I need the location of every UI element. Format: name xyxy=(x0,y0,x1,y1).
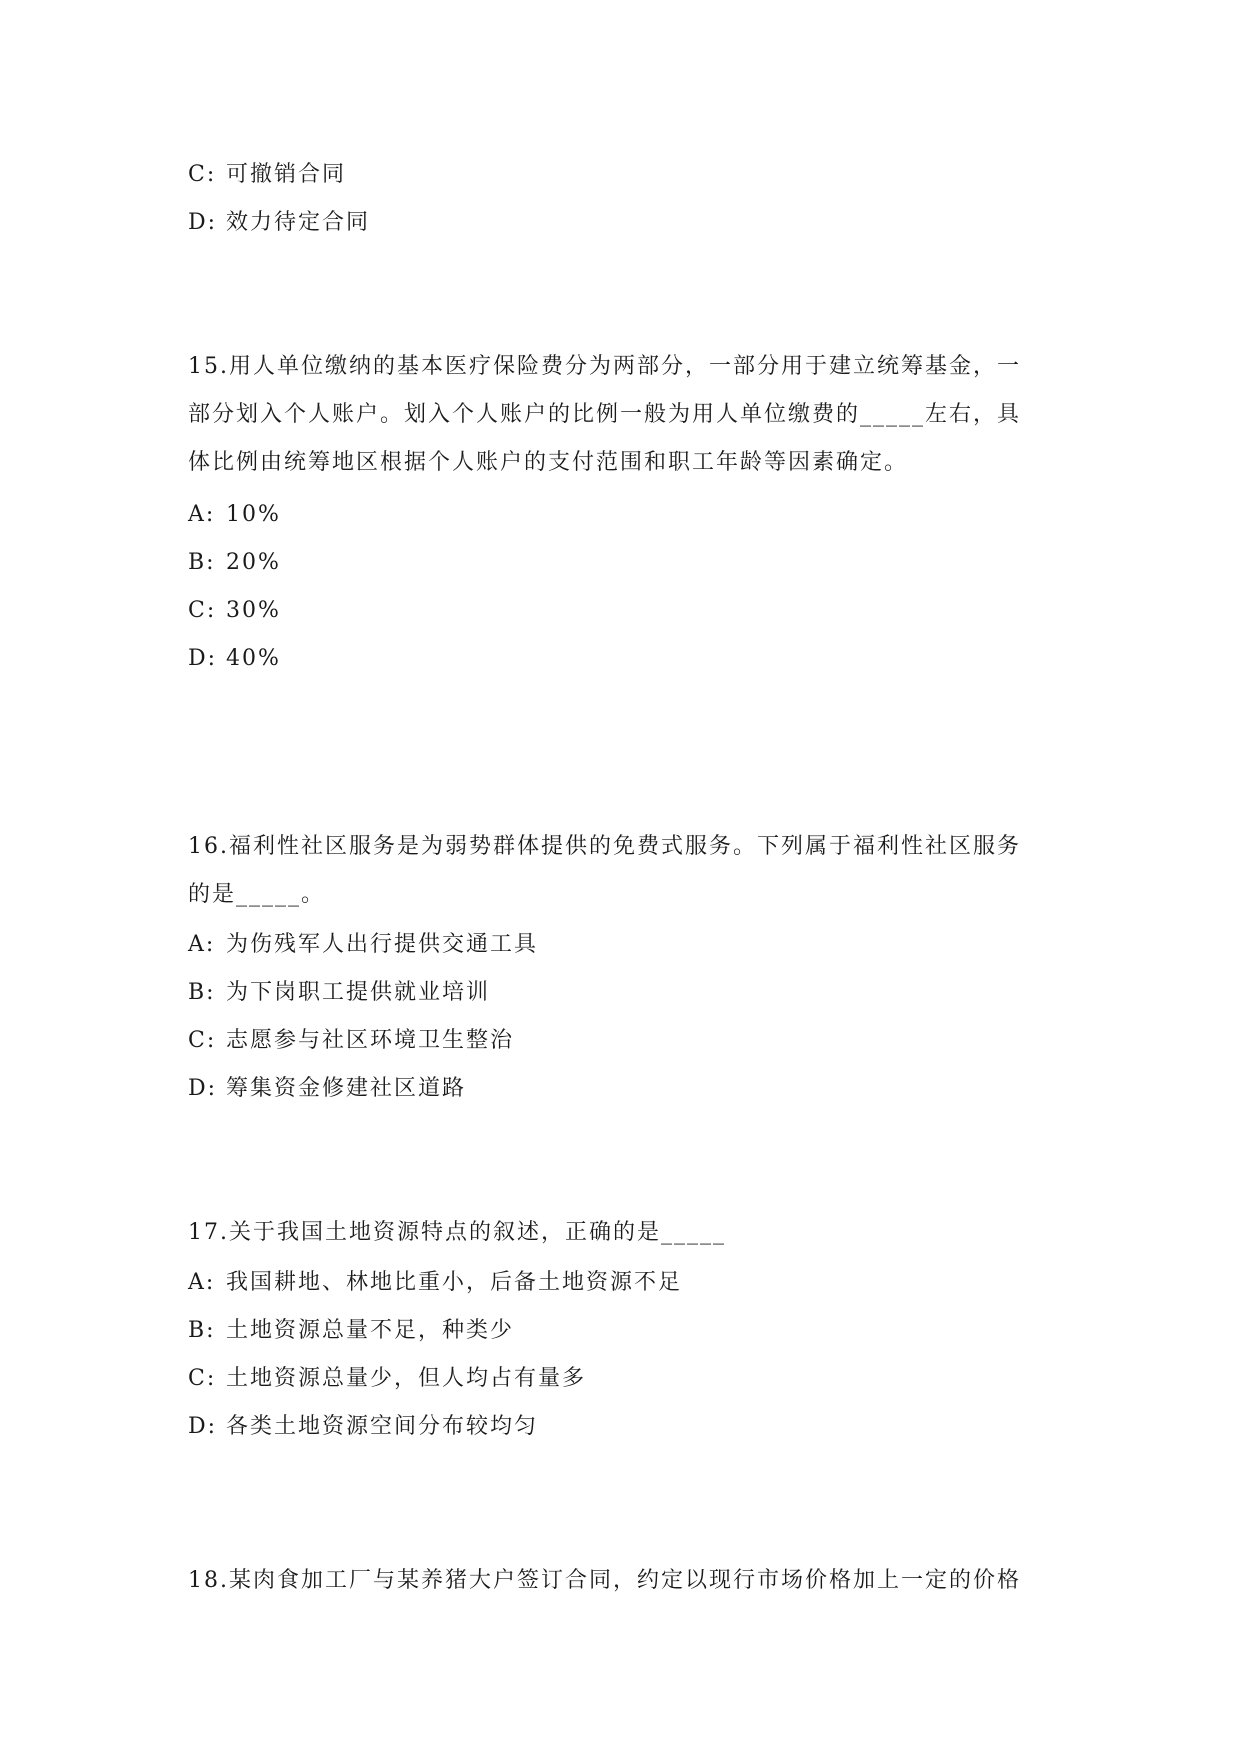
q16-option-d xyxy=(188,1074,466,1104)
q14-option-d xyxy=(188,208,370,238)
q14-option-c xyxy=(188,160,346,190)
q17-option-c xyxy=(188,1364,586,1394)
option-text: 效力待定合同 xyxy=(226,210,371,235)
q17-option-a xyxy=(188,1268,682,1298)
q15-stem-line-3: 体比例由统筹地区根据个人账户的支付范围和职工年龄等因素确定。 xyxy=(188,450,909,475)
q15-option-b xyxy=(188,548,281,578)
option-text: 为伤残军人出行提供交通工具 xyxy=(226,932,539,957)
option-text: 我国耕地、林地比重小，后备土地资源不足 xyxy=(226,1270,683,1295)
option-text: 土地资源总量少，但人均占有量多 xyxy=(226,1366,587,1391)
option-text: 筹集资金修建社区道路 xyxy=(226,1076,467,1101)
option-text: 40% xyxy=(226,646,281,671)
q15-option-c xyxy=(188,596,281,626)
q17-option-d xyxy=(188,1412,538,1442)
q15-option-d xyxy=(188,644,281,674)
option-text: 志愿参与社区环境卫生整治 xyxy=(226,1028,515,1053)
q16-option-a xyxy=(188,930,538,960)
option-letter: A: xyxy=(188,1270,216,1295)
option-letter: B: xyxy=(188,980,216,1005)
option-letter: A: xyxy=(188,932,216,957)
q16-stem-line-2: 的是_____。 xyxy=(188,882,326,907)
option-text: 可撤销合同 xyxy=(226,162,347,187)
option-letter: B: xyxy=(188,550,216,575)
q15-stem-line-2: 部分划入个人账户。划入个人账户的比例一般为用人单位缴费的_____左右，具 xyxy=(188,402,1022,427)
option-letter: C: xyxy=(188,162,217,187)
option-letter: C: xyxy=(188,598,217,623)
option-letter: C: xyxy=(188,1028,217,1053)
q15-option-a xyxy=(188,500,281,530)
option-text: 为下岗职工提供就业培训 xyxy=(226,980,491,1005)
option-text: 各类土地资源空间分布较均匀 xyxy=(226,1414,539,1439)
option-letter: D: xyxy=(188,1076,218,1101)
q17-option-b xyxy=(188,1316,514,1346)
option-text: 30% xyxy=(226,598,281,623)
option-letter: D: xyxy=(188,646,218,671)
q15-stem-line-1: 15.用人单位缴纳的基本医疗保险费分为两部分，一部分用于建立统筹基金，一 xyxy=(188,354,1021,379)
option-letter: D: xyxy=(188,210,218,235)
option-letter: B: xyxy=(188,1318,216,1343)
option-letter: A: xyxy=(188,502,216,527)
option-text: 10% xyxy=(226,502,281,527)
q16-option-b xyxy=(188,978,490,1008)
q16-option-c xyxy=(188,1026,514,1056)
q18-stem-line-1: 18.某肉食加工厂与某养猪大户签订合同，约定以现行市场价格加上一定的价格 xyxy=(188,1568,1021,1593)
option-letter: C: xyxy=(188,1366,217,1391)
q16-stem-line-1: 16.福利性社区服务是为弱势群体提供的免费式服务。下列属于福利性社区服务 xyxy=(188,834,1021,859)
option-text: 土地资源总量不足，种类少 xyxy=(226,1318,515,1343)
option-text: 20% xyxy=(226,550,281,575)
option-letter: D: xyxy=(188,1414,218,1439)
q17-stem-line-1: 17.关于我国土地资源特点的叙述，正确的是_____ xyxy=(188,1220,726,1245)
